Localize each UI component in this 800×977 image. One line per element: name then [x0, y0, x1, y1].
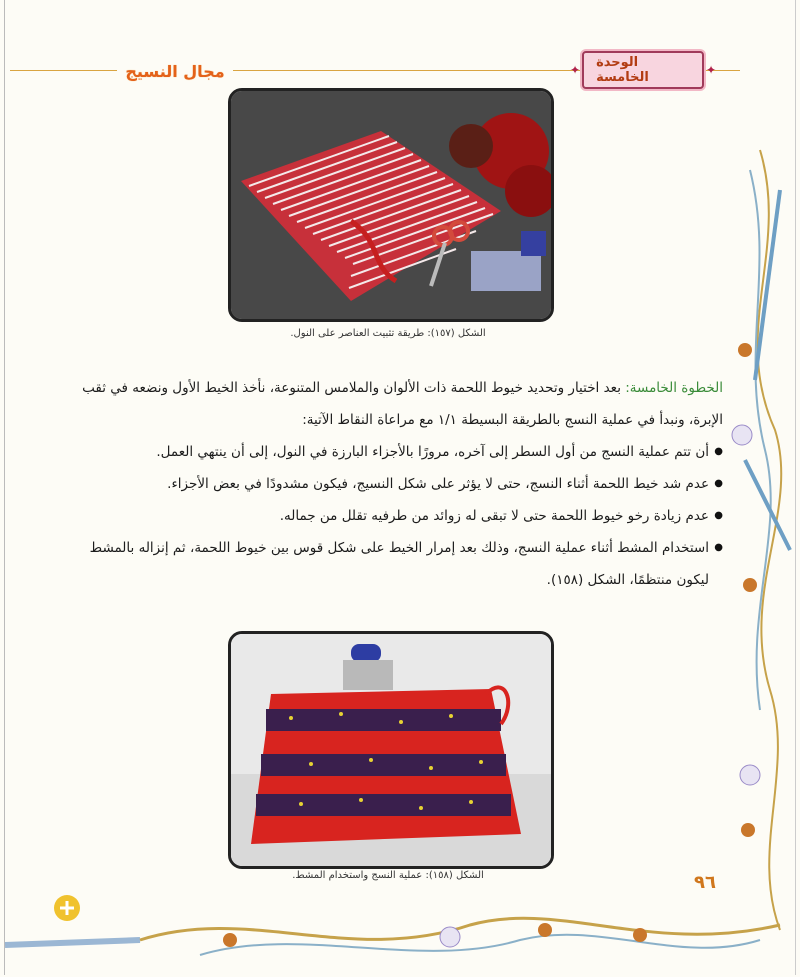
section-header — [110, 58, 240, 84]
figure-158-photo — [228, 631, 554, 869]
body-text — [78, 372, 723, 596]
bullet-list — [78, 436, 723, 596]
bullet-item: ● استخدام المشط أثناء عملية النسج، وذلك بعد إمرار الخيط على شكل قوس بين خيوط اللحمة، ثم إنزاله بالمشط ليكون منتظمًا، الشكل (١٥٨). — [78, 532, 723, 596]
figure-158-caption: الشكل (١٥٨): عملية النسج واستخدام المشط. — [292, 870, 484, 881]
floral-border-decoration — [720, 130, 800, 950]
unit-title: الوحدة الخامسة — [582, 51, 704, 89]
figure-157-caption: الشكل (١٥٧): طريقة تثبيت العناصر على النول. — [290, 328, 486, 339]
bottom-floral-decoration — [0, 895, 800, 977]
figure-157-photo — [228, 88, 554, 322]
step-label: الخطوة الخامسة: — [625, 380, 723, 396]
intro-paragraph — [78, 372, 723, 436]
bullet-item: ● عدم زيادة رخو خيوط اللحمة حتى لا تبقى له زوائد من طرفيه تقلل من جماله. — [78, 500, 723, 532]
unit-badge — [568, 56, 718, 84]
bullet-item: ● أن تتم عملية النسج من أول السطر إلى آخره، مرورًا بالأجزاء البارزة في النول، إلى أن ينتهي العمل. — [78, 436, 723, 468]
intro-text: بعد اختيار وتحديد خيوط اللحمة ذات الألوان والملامس المتنوعة، نأخذ الخيط الأول ونضعه في ثقب الإبرة، ونبدأ في عملية النسج بالطريقة البسيطة ١/١ مع مراعاة النقاط الآتية: — [82, 380, 723, 428]
page-number: ٩٦ — [694, 871, 716, 893]
bullet-item: ● عدم شد خيط اللحمة أثناء النسج، حتى لا يؤثر على شكل النسيج، فيكون مشدودًا في بعض الأجزاء. — [78, 468, 723, 500]
ornament-icon: ✦ — [570, 63, 581, 77]
ornament-icon: ✦ — [705, 63, 716, 77]
section-title: مجال النسيج — [117, 62, 232, 81]
